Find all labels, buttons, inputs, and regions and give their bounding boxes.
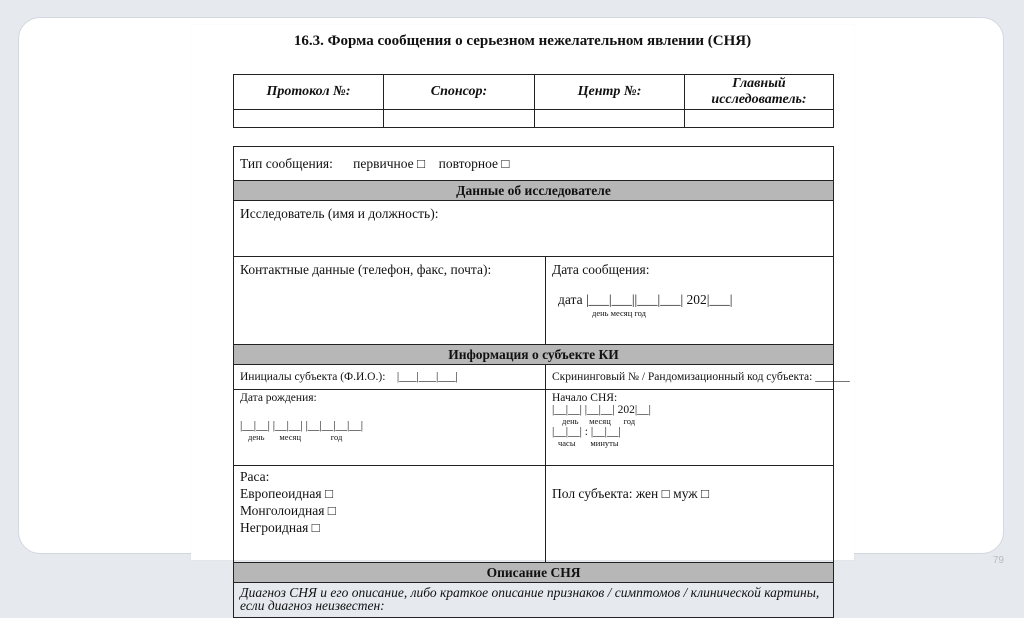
study-header-table — [233, 74, 834, 128]
sae-description-label: Диагноз СНЯ и его описание, либо краткое описание признаков / симптомов / клинической картины, если диагноз неизвестен: — [240, 585, 820, 613]
sponsor-field[interactable] — [384, 110, 535, 128]
page-title: 16.3. Форма сообщения о серьезном нежелательном явлении (СНЯ) — [293, 33, 752, 49]
center-header: Центр №: — [535, 75, 685, 110]
investigator-section-title: Данные об исследователе — [234, 181, 834, 201]
investigator-name-label: Исследователь (имя и должность): — [240, 206, 439, 221]
repeat-checkbox[interactable]: повторное □ — [438, 155, 510, 171]
sae-start-label: Начало СНЯ: — [552, 392, 618, 404]
race-label: Раса: — [240, 469, 270, 484]
message-type-row — [234, 147, 834, 181]
report-date-cell — [546, 257, 834, 345]
primary-checkbox[interactable]: первичное □ — [353, 155, 426, 171]
race-negroid-checkbox[interactable]: Негроидная □ — [240, 520, 320, 535]
sae-start-time-input[interactable]: |__|__| : |__|__| — [552, 426, 621, 438]
sae-description-field[interactable] — [234, 583, 834, 618]
initials-input[interactable]: |___|___|___| — [396, 371, 458, 383]
sae-start-date-input[interactable]: |__|__| |__|__| 202|__| — [552, 404, 651, 416]
race-cell — [234, 466, 546, 563]
screening-label[interactable]: Скрининговый № / Рандомизационный код субъекта: ______ — [552, 371, 850, 383]
investigator-header — [685, 75, 834, 110]
race-mongoloid-checkbox[interactable]: Монголоидная □ — [240, 503, 336, 518]
sae-form-table — [233, 146, 850, 618]
initials-label: Инициалы субъекта (Ф.И.О.): — [240, 371, 386, 383]
form-document — [191, 25, 854, 613]
sponsor-header: Спонсор: — [384, 75, 535, 110]
investigator-header-line2: исследователь: — [711, 92, 807, 107]
contact-label: Контактные данные (телефон, факс, почта): — [240, 262, 492, 277]
sae-start-date-captions: день месяц год — [562, 416, 636, 426]
race-european-checkbox[interactable]: Европеоидная □ — [240, 486, 334, 501]
subject-section-title: Информация о субъекте КИ — [234, 345, 834, 365]
message-type-label: Тип сообщения: — [240, 155, 333, 171]
report-date-label: Дата сообщения: — [552, 262, 650, 277]
slide-number: 79 — [992, 555, 1004, 566]
investigator-name-field[interactable] — [234, 201, 834, 257]
protocol-header: Протокол №: — [234, 75, 384, 110]
birth-date-cell — [234, 390, 546, 466]
initials-cell — [234, 365, 546, 390]
screening-cell — [546, 365, 850, 390]
sex-checkboxes[interactable]: Пол субъекта: жен □ муж □ — [552, 486, 710, 501]
report-date-input[interactable]: дата |___|___||___|___| 202|___| — [558, 292, 733, 307]
birth-date-label: Дата рождения: — [240, 392, 317, 404]
investigator-field[interactable] — [685, 110, 834, 128]
contact-field[interactable] — [234, 257, 546, 345]
birth-date-captions: день месяц год — [248, 432, 343, 442]
sae-start-cell — [546, 390, 834, 466]
birth-date-input[interactable]: |__|__| |__|__| |__|__|__|__| — [240, 420, 364, 432]
sex-cell — [546, 466, 834, 563]
center-field[interactable] — [535, 110, 685, 128]
investigator-header-line1: Главный — [732, 76, 786, 91]
sae-section-title: Описание СНЯ — [234, 563, 834, 583]
protocol-field[interactable] — [234, 110, 384, 128]
report-date-captions: день месяц год — [592, 308, 646, 318]
sae-start-time-captions: часы минуты — [558, 438, 619, 448]
